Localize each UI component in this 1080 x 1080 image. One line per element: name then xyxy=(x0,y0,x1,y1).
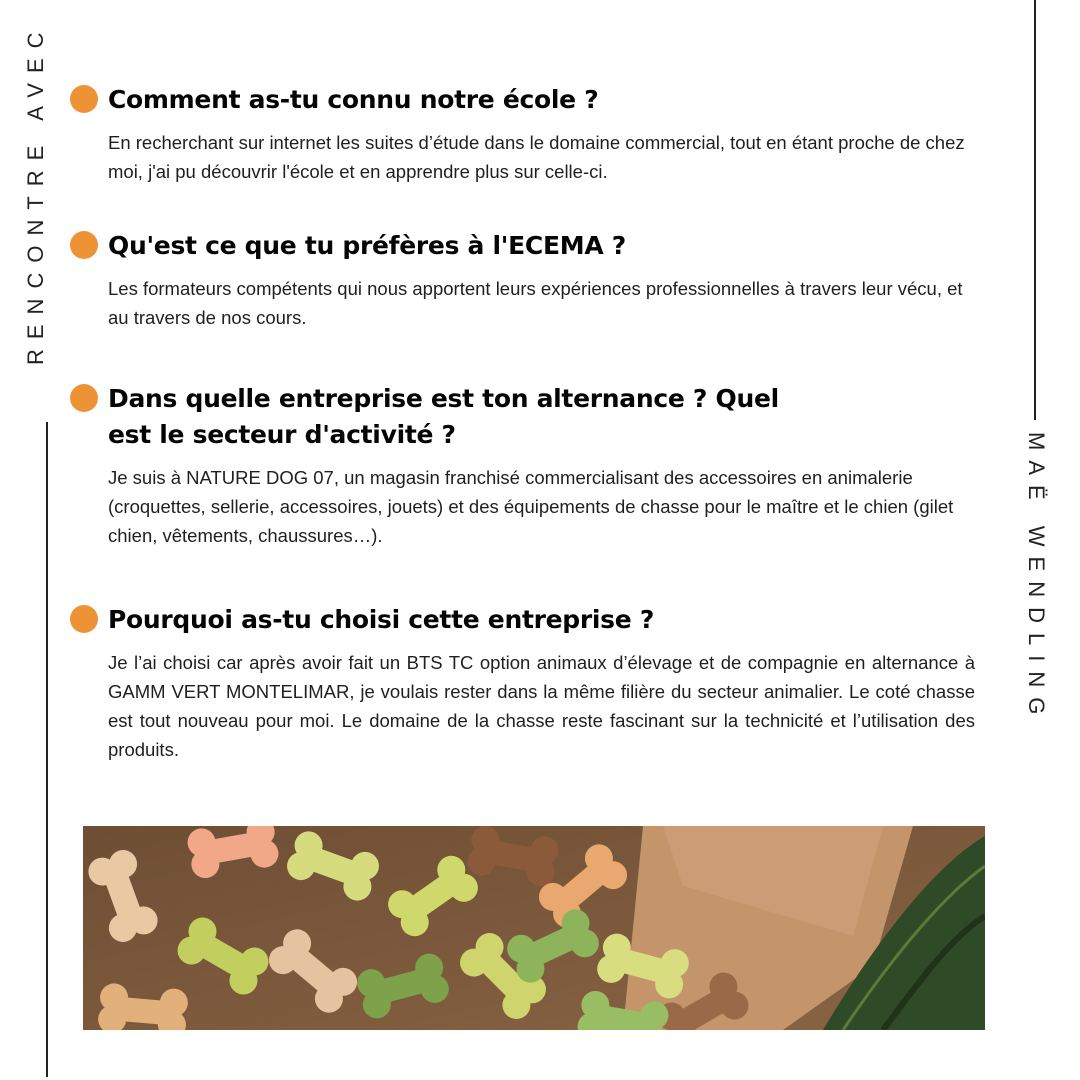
question-heading: Comment as-tu connu notre école ? xyxy=(108,85,599,114)
orange-dot-icon xyxy=(70,85,98,113)
divider-left xyxy=(46,422,48,1077)
question-heading: Dans quelle entreprise est ton alternance ? Quel est le secteur d'activité ? xyxy=(108,384,779,449)
answer-text: Je suis à NATURE DOG 07, un magasin franchisé commercialisant des accessoires en animalerie (croquettes, sellerie, accessoires, jouets) et des équipements de chasse pour le maître et le chien (gilet chien, vêtements, chaussures…). xyxy=(108,467,954,546)
question-heading: Pourquoi as-tu choisi cette entreprise ? xyxy=(108,605,655,634)
answer-text: Je l’ai choisi car après avoir fait un BTS TC option animaux d’élevage et de compagnie en alternance à GAMM VERT MONTELIMAR, je voulais rester dans la même filière du secteur animalier. Le coté chasse est tout nouveau pour moi. Le domaine de la chasse reste fascinant sur la technicité et l’utilisation des produits. xyxy=(108,652,975,760)
qa-block-1 xyxy=(70,82,975,186)
dog-biscuits-photo xyxy=(83,826,985,1030)
qa-block-3 xyxy=(70,381,975,550)
side-label-right: MAË WENDLING xyxy=(1024,432,1049,725)
question-heading: Qu'est ce que tu préfères à l'ECEMA ? xyxy=(108,231,626,260)
dog-biscuits-illustration xyxy=(83,826,985,1030)
orange-dot-icon xyxy=(70,231,98,259)
answer-text: Les formateurs compétents qui nous apportent leurs expériences professionnelles à travers leur vécu, et au travers de nos cours. xyxy=(108,278,963,328)
divider-right xyxy=(1034,0,1036,420)
qa-block-4 xyxy=(70,602,975,764)
qa-block-2 xyxy=(70,228,975,332)
side-label-left: RENCONTRE AVEC xyxy=(23,22,48,366)
answer-text: En recherchant sur internet les suites d’étude dans le domaine commercial, tout en étant proche de chez moi, j'ai pu découvrir l'école et en apprendre plus sur celle-ci. xyxy=(108,132,965,182)
orange-dot-icon xyxy=(70,384,98,412)
orange-dot-icon xyxy=(70,605,98,633)
